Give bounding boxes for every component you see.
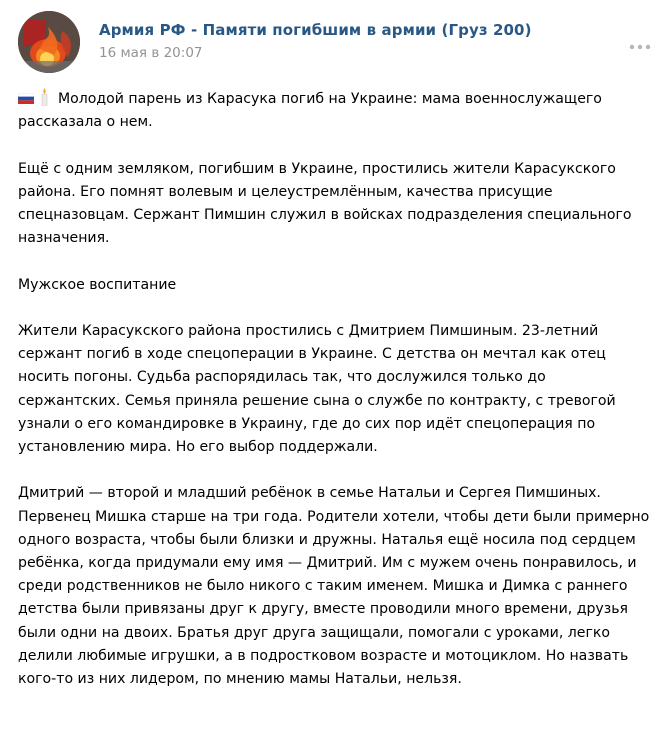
post-header [0, 0, 667, 80]
post-paragraph [18, 88, 650, 134]
post-paragraph: Дмитрий — второй и младший ребёнок в семье Натальи и Сергея Пимшиных. Первенец Мишка старше на три года. Родители хотели, чтобы дети были примерно одного возраста, чтобы были близки и дружны. Наталья ещё носила под сердцем ребёнка, когда придумали ему имя — Дмитрий. Им с мужем очень понравилось, и среди родственников не было никого с таким именем. Мишка и Димка с раннего детства были привязаны друг к другу, вместе проводили много времени, друзья были одни на двоих. Братья друг друга защищали, помогали с уроками, легко делили любимые игрушки, а в подростковом возрасте и мотоциклом. Но назвать кого-то из них лидером, по мнению мамы Натальи, нельзя. [18, 485, 650, 688]
post-section-heading: Мужское воспитание [18, 276, 177, 293]
post-paragraph: Жители Карасукского района простились с Дмитрием Пимшиным. 23-летний сержант погиб в ходе спецоперации в Украине. С детства он мечтал как отец носить погоны. Судьба распорядилась так, что дослужился только до сержантских. Семья приняла решение сына о службе по контракту, с тревогой узнали о его командировке в Украину, где до сих пор идёт спецоперация по установлению мира. Но его выбор поддержали. [18, 322, 616, 455]
post-date-link[interactable]: 16 мая в 20:07 [99, 45, 203, 61]
post-paragraph: Ещё с одним земляком, погибшим в Украине, простились жители Карасукского района. Его помнят волевым и целеустремлённым, качества присущие спецназовцам. Сержант Пимшин служил в войсках подразделения специального назначения. [18, 160, 632, 247]
fire-flag-avatar[interactable] [18, 11, 80, 73]
more-horizontal-icon[interactable] [628, 36, 652, 44]
russian-flag-icon [18, 89, 34, 100]
candle-icon [40, 88, 49, 106]
post-author-link[interactable]: Армия РФ - Памяти погибшим в армии (Груз 200) [99, 21, 532, 39]
post-text [18, 88, 650, 691]
post-paragraph-text: Молодой парень из Карасука погиб на Украине: мама военнослужащего рассказала о нем. [18, 91, 602, 131]
avatar-image [18, 11, 80, 73]
